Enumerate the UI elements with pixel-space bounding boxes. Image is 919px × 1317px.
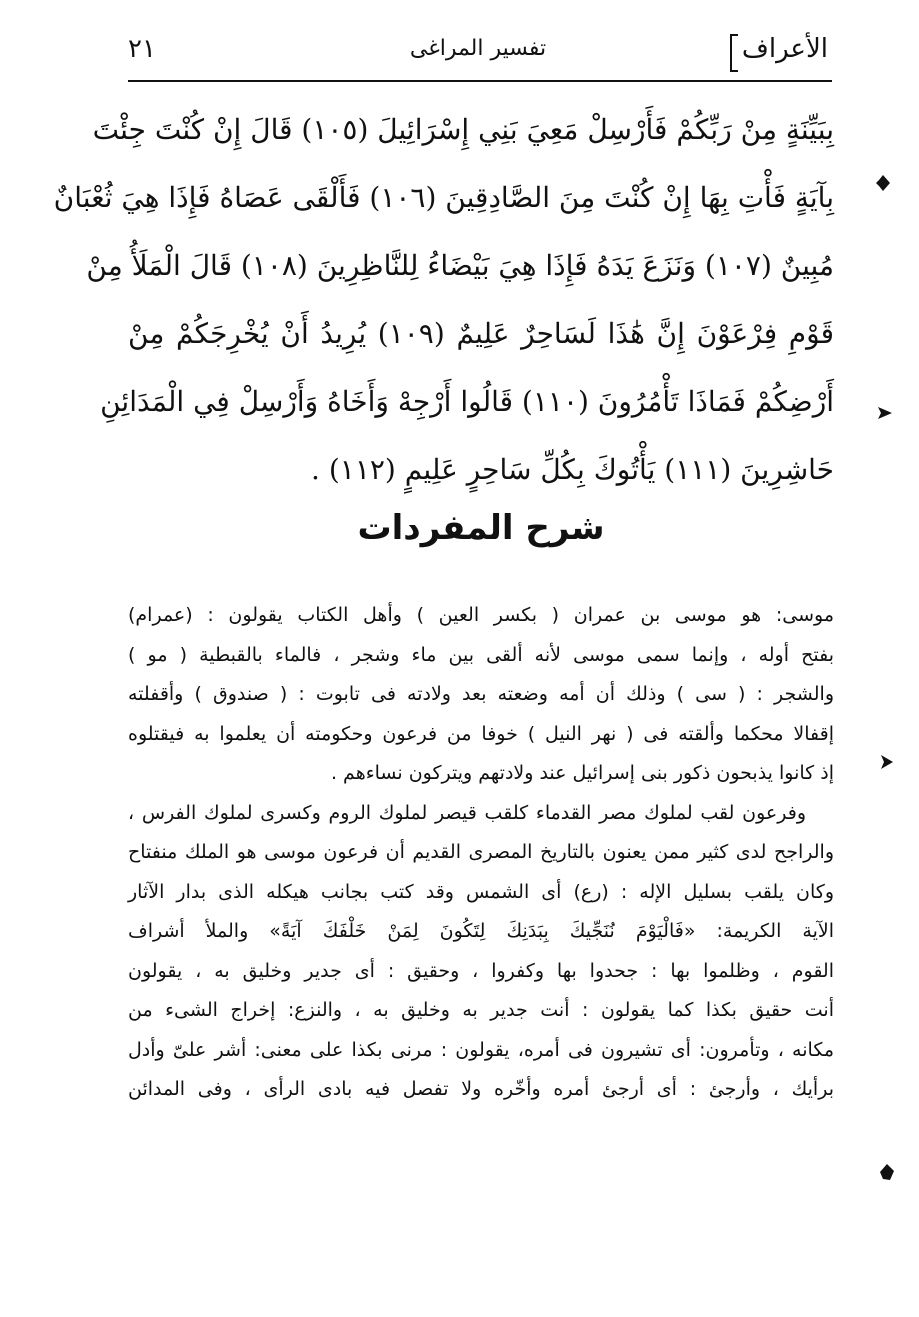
ornament-mark-icon <box>874 174 892 192</box>
verse-line: حَاشِرِينَ (١١١) يَأْتُوكَ بِكُلِّ سَاحِرٍ عَلِيمٍ (١١٢) . <box>311 453 834 486</box>
text-line: والراجح لدى كثير ممن يعنون بالتاريخ المصرى القديم أن فرعون موسى هو الملك منفتاح <box>128 841 834 863</box>
ornament-mark-icon <box>876 404 894 422</box>
verse-line: أَرْضِكُمْ فَمَاذَا تَأْمُرُونَ (١١٠) قَالُوا أَرْجِهْ وَأَخَاهُ وَأَرْسِلْ فِي الْمَدَائِنِ <box>100 385 834 418</box>
header-rule <box>128 80 832 82</box>
text-line: موسى: هو موسى بن عمران ( بكسر العين ) وأهل الكتاب يقولون : (عمرام) <box>128 604 834 626</box>
text-line: وفرعون لقب لملوك مصر القدماء كلقب قيصر لملوك الروم وكسرى لملوك الفرس ، <box>128 801 806 824</box>
text-line: بفتح أوله ، وإنما سمى موسى لأنه ألقى بين ماء وشجر ، فالماء بالقبطية ( مو ) <box>128 643 834 666</box>
ornament-mark-icon <box>878 1163 896 1181</box>
page-header <box>128 28 828 78</box>
page-number: ٢١ <box>128 34 156 64</box>
section-title: شرح المفردات <box>357 508 605 548</box>
verse-line: قَوْمِ فِرْعَوْنَ إِنَّ هَٰذَا لَسَاحِرٌ عَلِيمٌ (١٠٩) يُرِيدُ أَنْ يُخْرِجَكُمْ مِنْ <box>128 317 834 350</box>
surah-name: الأعراف <box>741 34 828 64</box>
text-line: إقفالا محكما وألقته فى ( نهر النيل ) خوفا من فرعون وحكومته أن يعلموا به فيقتلوه <box>128 722 834 745</box>
verse-line: مُبِينٌ (١٠٧) وَنَزَعَ يَدَهُ فَإِذَا هِيَ بَيْضَاءُ لِلنَّاظِرِينَ (١٠٨) قَالَ الْمَلَأُ مِنْ <box>86 249 834 282</box>
text-line: وكان يلقب بسليل الإله : (رع) أى الشمس وقد كتب بجانب هيكله الذى بدار الآثار <box>128 880 834 903</box>
text-line: إذ كانوا يذبحون ذكور بنى إسرائيل عند ولادتهم ويتركون نساءهم . <box>330 762 834 784</box>
text-line: الآية الكريمة: «فَالْيَوْمَ نُنَجِّيكَ بِبَدَنِكَ لِتَكُونَ لِمَنْ خَلْفَكَ آيَةً» والملأ أشراف <box>128 920 834 942</box>
ornament-mark-icon <box>878 753 896 771</box>
commentary-text <box>128 596 834 1110</box>
text-line: أنت حقيق بكذا كما يقولون : أنت جدير به وخليق به ، والنزع: إخراج الشىء من <box>128 999 834 1021</box>
text-line: مكانه ، وتأمرون: أى تشيرون فى أمره، يقولون : مرنى بكذا على معنى: أشر علىّ وأدل <box>128 1038 834 1061</box>
book-title: تفسير المراغى <box>409 36 547 61</box>
verse-line: بِبَيِّنَةٍ مِنْ رَبِّكُمْ فَأَرْسِلْ مَعِيَ بَنِي إِسْرَائِيلَ (١٠٥) قَالَ إِنْ كُنْتَ جِئْتَ <box>92 113 834 146</box>
text-line: برأيك ، وأرجئ : أى أرجئ أمره وأخّره ولا تفصل فيه بادى الرأى ، وفى المدائن <box>128 1078 834 1100</box>
text-line: القوم ، وظلموا بها : جحدوا بها وكفروا ، وحقيق : أى جدير وخليق به ، يقولون <box>128 959 834 982</box>
quran-verses-block <box>53 96 834 504</box>
verse-line: بِآيَةٍ فَأْتِ بِهَا إِنْ كُنْتَ مِنَ الصَّادِقِينَ (١٠٦) فَأَلْقَى عَصَاهُ فَإِذَا هِيَ ثُعْبَانٌ <box>53 181 834 214</box>
text-line: والشجر : ( سى ) وذلك أن أمه وضعته بعد ولادته فى تابوت : ( صندوق ) وأقفلته <box>128 683 834 705</box>
